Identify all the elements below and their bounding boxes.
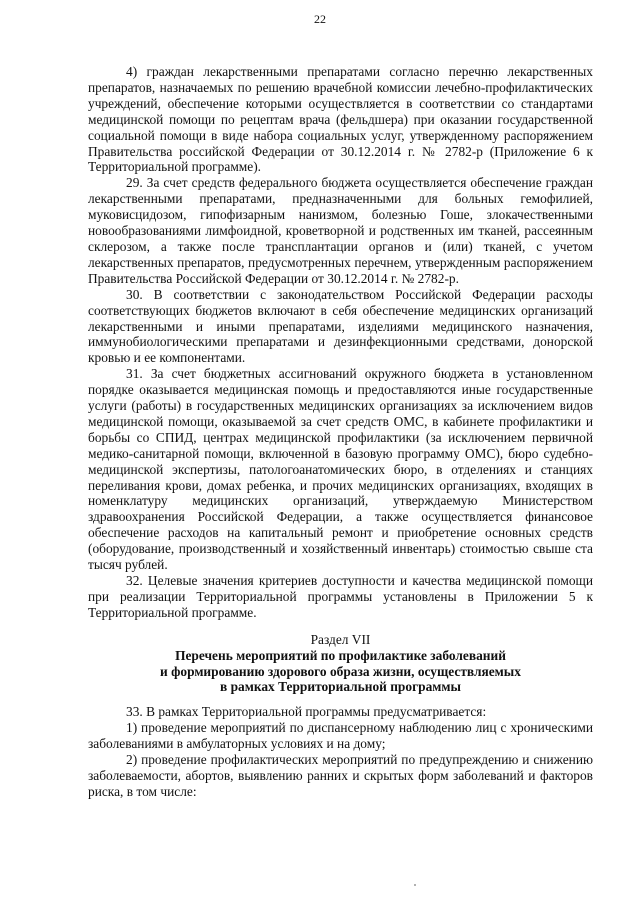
section-title-line: в рамках Территориальной программы bbox=[220, 679, 461, 695]
section-header bbox=[88, 632, 593, 696]
paragraph-33: 33. В рамках Территориальной программы предусматривается: bbox=[126, 704, 487, 720]
scan-speck bbox=[414, 884, 416, 886]
paragraph-33-item-1: 1) проведение мероприятий по диспансерному наблюдению лиц с хроническими заболеваниями в амбулаторных условиях и на дому; bbox=[88, 720, 593, 752]
paragraph-31: 31. За счет бюджетных ассигнований окружного бюджета в установленном порядке оказывается медицинская помощь и предоставляются иные государственные услуги (работы) в государственных медицинских организациях за исключением видов медицинской помощи, оказываемой за счет средств ОМС, в кабинете профилактики и борьбы со СПИД, центрах медицинской профилактики (за исключением первичной медико-санитарной помощи, включенной в базовую программу ОМС), бюро судебно-медицинской экспертизы, патологоанатомических бюро, в отделениях и станциях переливания крови, домах ребенка, и прочих медицинских организациях, входящих в номенклатуру медицинских организаций, утверждаемую Министерством здравоохранения Российской Федерации, а также осуществляется финансовое обеспечение расходов на капитальный ремонт и приобретение основных средств (оборудование, производственный и хозяйственный инвентарь) стоимостью свыше ста тысяч рублей. bbox=[88, 366, 593, 573]
page-number: 22 bbox=[314, 12, 326, 26]
section-title-line: и формированию здорового образа жизни, осуществляемых bbox=[160, 663, 521, 679]
section-title-line: Перечень мероприятий по профилактике заболеваний bbox=[175, 647, 506, 663]
paragraph-29: 29. За счет средств федерального бюджета осуществляется обеспечение граждан лекарственными препаратами, предназначенными для больных гемофилией, муковисцидозом, гипофизарным нанизмом, болезнью Гоше, злокачественными новообразованиями лимфоидной, кроветворной и родственных им тканей, рассеянным склерозом, а также после трансплантации органов и (или) тканей, с учетом лекарственных препаратов, предусмотренных перечнем, утвержденным распоряжением Правительства Российской Федерации от 30.12.2014 г. № 2782-р. bbox=[88, 175, 593, 286]
document-body bbox=[88, 64, 593, 800]
section-number: Раздел VII bbox=[310, 631, 371, 647]
paragraph-30: 30. В соответствии с законодательством Российской Федерации расходы соответствующих бюджетов включают в себя обеспечение медицинских организаций лекарственными и иными препаратами, изделиями медицинского назначения, иммунобиологическими препаратами и дезинфекционными средствами, донорской кровью и ее компонентами. bbox=[88, 286, 593, 366]
paragraph-33-item-2: 2) проведение профилактических мероприятий по предупреждению и снижению заболеваемости, абортов, выявлению ранних и скрытых форм заболеваний и факторов риска, в том числе: bbox=[88, 752, 593, 799]
paragraph-item-4: 4) граждан лекарственными препаратами согласно перечню лекарственных препаратов, назначаемых по решению врачебной комиссии лечебно-профилактических учреждений, обеспечение которыми осуществляется в соответствии со стандартами медицинской помощи по рецептам врача (фельдшера) при оказании государственной социальной помощи в виде набора социальных услуг, утвержденному распоряжением Правительства российской Федерации от 30.12.2014 г. № 2782-р (Приложение 6 к Территориальной программе). bbox=[88, 64, 593, 175]
paragraph-32: 32. Целевые значения критериев доступности и качества медицинской помощи при реализации Территориальной программы установлены в Приложении 5 к Территориальной программе. bbox=[88, 573, 593, 620]
